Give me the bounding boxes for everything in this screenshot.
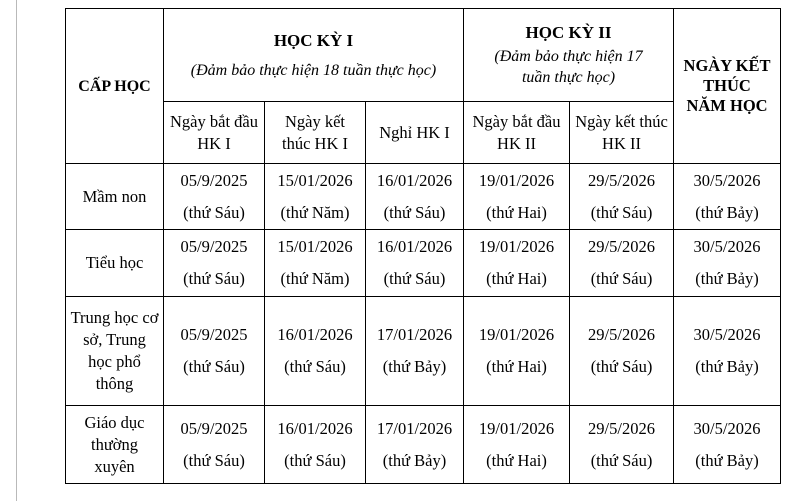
weekday-value: (thứ Sáu) [284,357,346,376]
date-cell [265,297,366,406]
weekday-value: (thứ Hai) [486,269,547,288]
school-year-schedule-table [65,8,781,484]
level-cell: Trung học cơ sở, Trung học phổ thông [66,297,164,406]
date-value: 29/5/2026 [588,237,655,256]
date-cell [570,164,674,230]
date-cell [164,230,265,297]
date-cell [464,406,570,484]
date-value: 19/01/2026 [478,418,555,438]
date-value: 29/5/2026 [588,418,655,438]
date-cell [674,164,781,230]
weekday-value: (thứ Sáu) [183,202,245,222]
weekday-value: (thứ Hai) [486,450,547,470]
date-value: 19/01/2026 [478,170,555,190]
col-header-start-hk2: Ngày bắt đầu HK II [464,102,570,164]
semester2-note: (Đảm bảo thực hiện 17 tuần thực học) [494,48,643,86]
weekday-value: (thứ Sáu) [590,450,653,470]
date-value: 15/01/2026 [277,170,353,190]
weekday-value: (thứ Năm) [280,202,350,222]
date-cell [570,297,674,406]
col-header-end-hk2: Ngày kết thúc HK II [570,102,674,164]
semester2-title: HỌC KỲ II [525,23,612,42]
date-cell [674,297,781,406]
date-cell [464,230,570,297]
date-cell [366,297,464,406]
table-row [66,297,781,406]
weekday-value: (thứ Sáu) [284,450,346,470]
date-cell [366,230,464,297]
date-cell [464,164,570,230]
weekday-value: (thứ Sáu) [590,202,653,222]
semester1-header-cell [164,9,464,102]
weekday-value: (thứ Sáu) [183,450,245,470]
date-value: 17/01/2026 [376,418,453,438]
date-cell [570,230,674,297]
level-header-cell [66,9,164,164]
weekday-value: (thứ Bảy) [695,450,759,470]
date-value: 05/9/2025 [180,325,248,344]
weekday-value: (thứ Sáu) [183,357,245,376]
weekday-value: (thứ Bảy) [382,450,447,470]
header-row-1 [66,9,781,102]
semester2-header-cell [464,9,674,102]
weekday-value: (thứ Sáu) [383,269,446,288]
col-header-break-hk1: Nghỉ HK I [366,102,464,164]
date-value: 30/5/2026 [693,170,761,190]
date-value: 30/5/2026 [693,325,761,344]
date-cell [164,297,265,406]
date-value: 16/01/2026 [376,170,453,190]
semester1-note: (Đảm bảo thực hiện 18 tuần thực học) [190,61,437,79]
weekday-value: (thứ Năm) [280,269,350,288]
date-cell [164,164,265,230]
date-value: 30/5/2026 [693,418,761,438]
date-value: 16/01/2026 [277,325,353,344]
date-cell [265,230,366,297]
level-header: CẤP HỌC [78,77,151,95]
date-value: 19/01/2026 [478,237,555,256]
table-row [66,406,781,484]
weekday-value: (thứ Bảy) [382,357,447,376]
date-value: 15/01/2026 [277,237,353,256]
date-cell [366,164,464,230]
level-cell: Tiểu học [66,230,164,297]
date-cell [164,406,265,484]
weekday-value: (thứ Sáu) [590,269,653,288]
date-value: 30/5/2026 [693,237,761,256]
weekday-value: (thứ Bảy) [695,269,759,288]
level-cell: Giáo dục thường xuyên [66,406,164,484]
level-cell: Mầm non [66,164,164,230]
col-header-start-hk1: Ngày bắt đầu HK I [164,102,265,164]
end-date-header: NGÀY KẾT THÚC NĂM HỌC [683,56,771,115]
weekday-value: (thứ Hai) [486,357,547,376]
date-value: 19/01/2026 [478,325,555,344]
header-row-2 [66,102,781,164]
date-value: 05/9/2025 [180,170,248,190]
date-value: 29/5/2026 [588,325,655,344]
table-row [66,230,781,297]
semester1-title: HỌC KỲ I [273,30,354,50]
date-value: 16/01/2026 [277,418,353,438]
date-value: 29/5/2026 [588,170,655,190]
page-edge-line [16,0,17,501]
date-value: 05/9/2025 [180,418,248,438]
date-cell [464,297,570,406]
end-date-header-cell [674,9,781,164]
table-row [66,164,781,230]
weekday-value: (thứ Sáu) [383,202,446,222]
date-cell [265,406,366,484]
weekday-value: (thứ Bảy) [695,202,759,222]
date-value: 05/9/2025 [180,237,248,256]
weekday-value: (thứ Sáu) [183,269,245,288]
date-cell [366,406,464,484]
date-value: 16/01/2026 [376,237,453,256]
weekday-value: (thứ Sáu) [590,357,653,376]
date-cell [265,164,366,230]
col-header-end-hk1: Ngày kết thúc HK I [265,102,366,164]
date-cell [674,230,781,297]
date-cell [570,406,674,484]
weekday-value: (thứ Bảy) [695,357,759,376]
date-cell [674,406,781,484]
date-value: 17/01/2026 [376,325,453,344]
weekday-value: (thứ Hai) [486,202,547,222]
